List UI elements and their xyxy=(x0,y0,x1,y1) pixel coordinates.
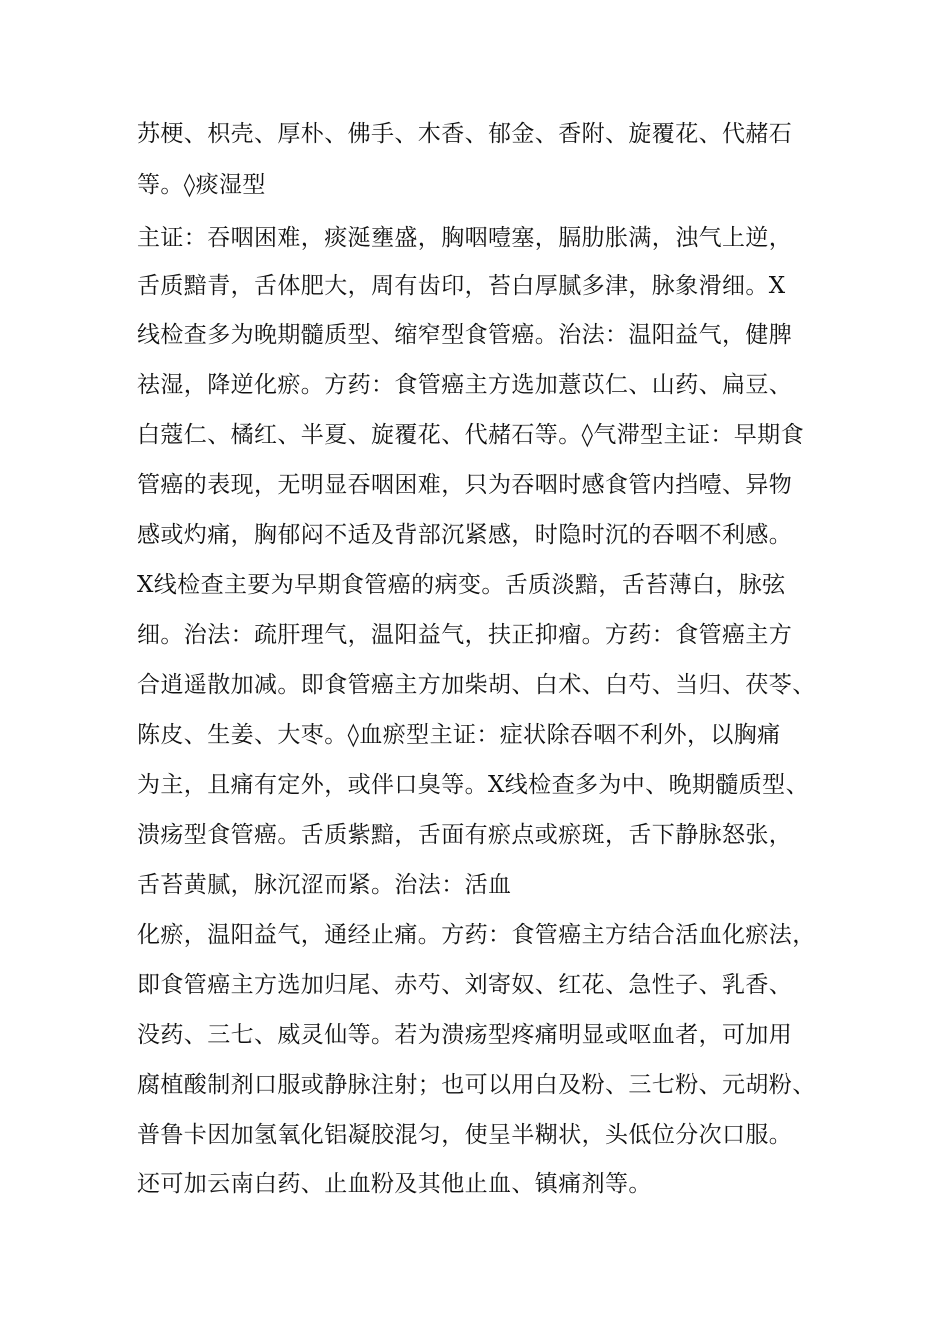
text-line: 合逍遥散加减。即食管癌主方加柴胡、白术、白芍、当归、茯苓、 xyxy=(137,672,816,698)
text-line: 即食管癌主方选加归尾、赤芍、刘寄奴、红花、急性子、乳香、 xyxy=(137,972,793,998)
text-line: 溃疡型食管癌。舌质紫黯，舌面有瘀点或瘀斑，舌下静脉怒张， xyxy=(137,822,793,848)
text-line: 化瘀，温阳益气，通经止痛。方药：食管癌主方结合活血化瘀法， xyxy=(137,922,816,948)
text-line: 没药、三七、威灵仙等。若为溃疡型疼痛明显或呕血者，可加用 xyxy=(137,1022,793,1048)
text-line: 陈皮、生姜、大枣。◊血瘀型主证：症状除吞咽不利外，以胸痛 xyxy=(137,722,781,748)
text-line: 还可加云南白药、止血粉及其他止血、镇痛剂等。 xyxy=(137,1171,652,1197)
text-line: 管癌的表现，无明显吞咽困难，只为吞咽时感食管内挡噎、异物 xyxy=(137,472,793,498)
text-line: 舌质黯青，舌体肥大，周有齿印，苔白厚腻多津，脉象滑细。X xyxy=(137,273,786,299)
text-line: 白蔻仁、橘红、半夏、旋覆花、代赭石等。◊气滞型主证：早期食 xyxy=(137,422,804,448)
text-line: X线检查主要为早期食管癌的病变。舌质淡黯，舌苔薄白，脉弦 xyxy=(137,572,786,598)
text-line: 舌苔黄腻，脉沉涩而紧。治法：活血 xyxy=(137,872,512,898)
text-line: 苏梗、枳壳、厚朴、佛手、木香、郁金、香附、旋覆花、代赭石 xyxy=(137,121,793,147)
text-line: 主证：吞咽困难，痰涎壅盛，胸咽噎塞，膈肋胀满，浊气上逆， xyxy=(137,225,793,251)
text-line: 感或灼痛，胸郁闷不适及背部沉紧感，时隐时沉的吞咽不利感。 xyxy=(137,522,793,548)
text-line: 为主，且痛有定外，或伴口臭等。X线检查多为中、晚期髓质型、 xyxy=(137,772,809,798)
text-line: 腐植酸制剂口服或静脉注射；也可以用白及粉、三七粉、元胡粉、 xyxy=(137,1072,816,1098)
text-line: 祛湿，降逆化瘀。方药：食管癌主方选加薏苡仁、山药、扁豆、 xyxy=(137,372,793,398)
text-line: 线检查多为晚期髓质型、缩窄型食管癌。治法：温阳益气，健脾 xyxy=(137,322,793,348)
text-line: 细。治法：疏肝理气，温阳益气，扶正抑瘤。方药：食管癌主方 xyxy=(137,622,793,648)
text-line: 等。◊痰湿型 xyxy=(137,172,266,198)
text-line: 普鲁卡因加氢氧化铝凝胶混匀，使呈半糊状，头低位分次口服。 xyxy=(137,1122,793,1148)
